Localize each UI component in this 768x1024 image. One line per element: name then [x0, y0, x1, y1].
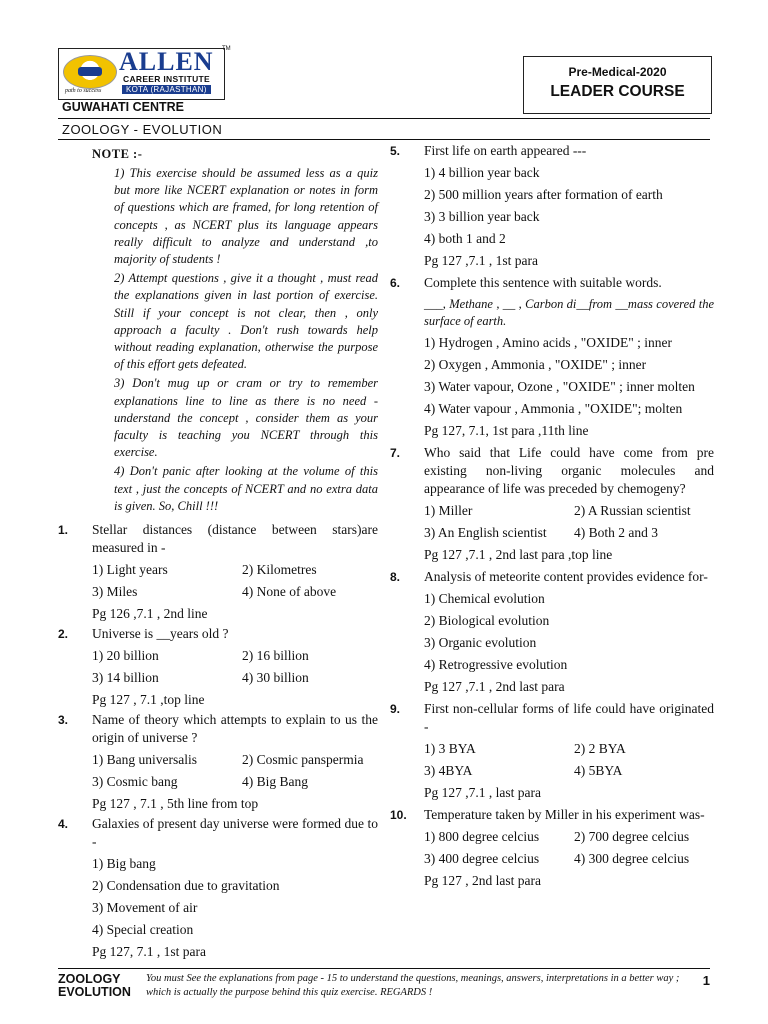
question-number: 3. [58, 713, 69, 728]
note-item: 2) Attempt questions , give it a thought , must read the explanations given in last portion of exercise. Still if your concept is not clear, then , only approach a faculty . Don't rush towards help without reading explanation, otherwise the purpose of this effort gets defeated. [114, 271, 378, 372]
sentence-to-complete: ___, Methane , __ , Carbon di__from __mass covered the surface of earth. [424, 297, 714, 328]
option: 4) Special creation [92, 922, 194, 938]
option: 4) Retrogressive evolution [424, 657, 568, 672]
logo-tagline: path to success [65, 88, 102, 94]
note-item: 3) Don't mug up or cram or try to remember explanations line to line as there is no need - understand the concept , consider them as your faculty is teaching you NCERT through this exercise. [114, 376, 378, 460]
option: 3) Organic evolution [424, 635, 537, 650]
question-9 [390, 700, 714, 802]
option: 2) Cosmic panspermia [242, 752, 364, 768]
option: 3) 14 billion [92, 670, 159, 686]
page-reference: Pg 127 , 7.1 , 5th line from top [92, 796, 259, 812]
question-stem: Name of theory which attempts to explain to us the origin of universe ? [92, 712, 378, 746]
option: 3) Miles [92, 584, 138, 600]
question-stem: First non-cellular forms of life could have originated - [424, 701, 714, 734]
option: 1) Light years [92, 562, 168, 578]
header-rule-bottom [58, 139, 710, 140]
header-rule-top [58, 118, 710, 119]
option: 3) An English scientist [424, 525, 547, 540]
question-number: 8. [390, 570, 401, 584]
subject-title: ZOOLOGY - EVOLUTION [62, 122, 223, 137]
note-title: NOTE :- [92, 147, 143, 161]
option: 1) Chemical evolution [424, 591, 545, 606]
question-8 [390, 568, 714, 696]
right-column [390, 142, 714, 890]
question-stem: Analysis of meteorite content provides evidence for- [424, 569, 708, 584]
option: 4) 5BYA [574, 763, 623, 778]
question-1 [58, 521, 378, 623]
course-box [523, 56, 712, 114]
option: 3) 4BYA [424, 763, 473, 778]
allen-logo [58, 48, 225, 100]
question-2 [58, 625, 378, 709]
question-stem: Stellar distances (distance between stars)are measured in - [92, 522, 378, 556]
page-reference: Pg 127 ,7.1 , 1st para [424, 253, 538, 268]
page-reference: Pg 127 , 7.1 ,top line [92, 692, 205, 708]
logo-location: KOTA (RAJASTHAN) [122, 85, 211, 94]
question-number: 10. [390, 808, 407, 822]
option: 1) 3 BYA [424, 741, 476, 756]
question-4 [58, 815, 378, 961]
option: 2) 500 million years after formation of earth [424, 187, 663, 202]
question-stem: Temperature taken by Miller in his experiment was- [424, 807, 705, 822]
question-number: 4. [58, 817, 69, 832]
footer-zoology: ZOOLOGY [58, 972, 121, 986]
centre-name: GUWAHATI CENTRE [62, 100, 184, 114]
option: 1) Big bang [92, 856, 156, 872]
page-reference: Pg 127 , 2nd last para [424, 873, 541, 888]
option: 1) Miller [424, 503, 473, 518]
question-number: 9. [390, 702, 401, 716]
left-column [58, 145, 378, 961]
course-pre: Pre-Medical-2020 [568, 65, 667, 79]
option: 2) 16 billion [242, 648, 309, 664]
globe-emblem-icon [63, 55, 117, 89]
option: 3) Movement of air [92, 900, 198, 916]
question-number: 7. [390, 446, 401, 460]
footer-evolution: EVOLUTION [58, 985, 131, 999]
question-5 [390, 142, 714, 270]
note-item: 1) This exercise should be assumed less as a quiz but more like NCERT explanation or notes in form of questions which are framed, for long retention of concepts , as NCERT plus its language appears really difficult to analyze and understand ,to majority of students ! [114, 166, 378, 267]
logo-name: ALLEN [119, 47, 214, 76]
option: 2) Biological evolution [424, 613, 550, 628]
question-7 [390, 444, 714, 564]
option: 1) 4 billion year back [424, 165, 540, 180]
option: 2) Oxygen , Ammonia , "OXIDE" ; inner [424, 357, 647, 372]
footer [58, 965, 710, 1005]
question-number: 2. [58, 627, 69, 642]
option: 4) both 1 and 2 [424, 231, 506, 246]
option: 2) Condensation due to gravitation [92, 878, 280, 894]
question-stem: Complete this sentence with suitable words. [424, 275, 662, 290]
option: 2) Kilometres [242, 562, 317, 578]
option: 4) Both 2 and 3 [574, 525, 658, 540]
footer-subject [58, 973, 131, 999]
option: 2) A Russian scientist [574, 503, 691, 518]
question-number: 5. [390, 144, 401, 158]
option: 1) Hydrogen , Amino acids , "OXIDE" ; inner [424, 335, 672, 350]
question-10 [390, 806, 714, 890]
page-reference: Pg 127 ,7.1 , last para [424, 785, 541, 800]
option: 4) 300 degree celcius [574, 851, 690, 866]
option: 4) None of above [242, 584, 337, 600]
question-stem: Galaxies of present day universe were formed due to - [92, 816, 378, 850]
question-stem: Universe is __years old ? [92, 626, 229, 642]
page-reference: Pg 127 ,7.1 , 2nd last para [424, 679, 565, 694]
option: 4) Water vapour , Ammonia , "OXIDE"; molten [424, 401, 683, 416]
page-reference: Pg 127, 7.1, 1st para ,11th line [424, 423, 589, 438]
option: 1) 20 billion [92, 648, 159, 664]
question-3 [58, 711, 378, 813]
question-number: 6. [390, 276, 401, 290]
option: 2) 2 BYA [574, 741, 626, 756]
option: 1) 800 degree celcius [424, 829, 540, 844]
option: 4) 30 billion [242, 670, 309, 686]
option: 1) Bang universalis [92, 752, 197, 768]
course-name: LEADER COURSE [550, 83, 685, 100]
question-number: 1. [58, 523, 69, 538]
option: 3) Cosmic bang [92, 774, 178, 790]
page-reference: Pg 127 ,7.1 , 2nd last para ,top line [424, 547, 613, 562]
page-reference: Pg 126 ,7.1 , 2nd line [92, 606, 208, 622]
page-reference: Pg 127, 7.1 , 1st para [92, 944, 206, 960]
trademark: TM [222, 46, 231, 52]
option: 4) Big Bang [242, 774, 308, 790]
page-number: 1 [702, 973, 710, 988]
option: 3) 400 degree celcius [424, 851, 540, 866]
option: 3) Water vapour, Ozone , "OXIDE" ; inner molten [424, 379, 695, 394]
logo-institute: CAREER INSTITUTE [123, 74, 210, 84]
option: 3) 3 billion year back [424, 209, 540, 224]
footer-note: You must See the explanations from page - 15 to understand the questions, meanings, answers, interpretations in a better way ; which is actually the purpose behind this quiz exercise. REGARDS ! [146, 973, 680, 998]
question-6 [390, 274, 714, 440]
note-item: 4) Don't panic after looking at the volume of this text , just the concepts of NCERT and no extra data is given. So, Chill !!! [114, 464, 378, 513]
question-stem: Who said that Life could have come from pre existing non-living organic molecules and appearance of life was preceded by chemogeny? [424, 445, 714, 496]
question-stem: First life on earth appeared --- [424, 143, 587, 158]
option: 2) 700 degree celcius [574, 829, 690, 844]
